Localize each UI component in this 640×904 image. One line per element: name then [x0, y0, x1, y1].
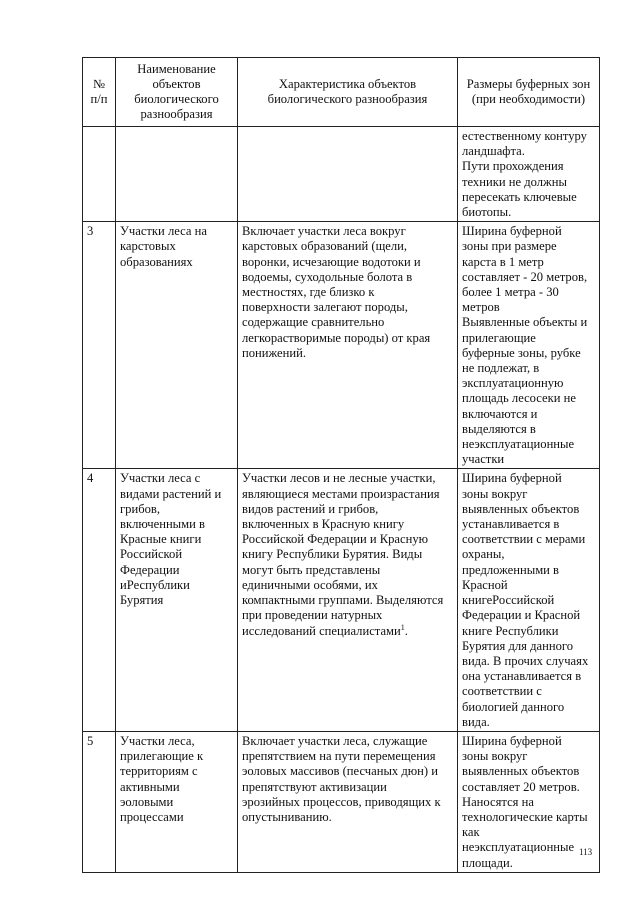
description-end: . [404, 623, 408, 638]
cell-name [116, 127, 238, 222]
cell-number [83, 127, 116, 222]
cell-buffer: Ширина буферной зоны при размере карста в 1 метр составляет - 20 метров, более 1 метра - 30 метров Выявленные объекты и прилегающие буферные зоны, рубке не подлежат, в эксплуатационную площадь лесосеки не включаются и выделяются в неэксплуатационные участки [458, 222, 600, 469]
footnote-marker[interactable]: 1 [400, 622, 405, 632]
header-object-name: Наименование объектов биологического разнообразия [116, 58, 238, 127]
cell-description [238, 469, 458, 731]
header-number: № п/п [83, 58, 116, 127]
table-header-row [83, 58, 600, 127]
header-characteristics: Характеристика объектов биологического разнообразия [238, 58, 458, 127]
cell-name: Участки леса с видами растений и грибов, включенными в Красные книги Российской Федерации иРеспублики Бурятия [116, 469, 238, 731]
cell-number: 5 [83, 731, 116, 872]
cell-description [238, 127, 458, 222]
table-row-continuation [83, 127, 600, 222]
table-row [83, 469, 600, 731]
table-row [83, 731, 600, 872]
cell-number: 4 [83, 469, 116, 731]
biodiversity-table [82, 57, 600, 873]
cell-buffer: естественному контуру ландшафта. Пути прохождения техники не должны пересекать ключевые биотопы. [458, 127, 600, 222]
cell-description: Включает участки леса, служащие препятствием на пути перемещения эоловых массивов (песчаных дюн) и препятствуют активизации эрозийных процессов, приводящих к опустыниванию. [238, 731, 458, 872]
page-number: 113 [579, 847, 593, 857]
cell-buffer: Ширина буферной зоны вокруг выявленных объектов устанавливается в соответствии с мерами охраны, предложенными в Красной книгеРоссийской Федерации и Красной книге Республики Бурятия для данного вида. В прочих случаях она устанавливается в соответствии с биологией данного вида. [458, 469, 600, 731]
table-row [83, 222, 600, 469]
cell-buffer: Ширина буферной зоны вокруг выявленных объектов составляет 20 метров. Наносятся на технологические карты как неэксплуатационные площади. [458, 731, 600, 872]
cell-name: Участки леса, прилегающие к территориям с активными эоловыми процессами [116, 731, 238, 872]
cell-name: Участки леса на карстовых образованиях [116, 222, 238, 469]
description-text: Участки лесов и не лесные участки, являющиеся местами произрастания видов растений и грибов, включенных в Красную книгу Российской Федерации и Красную книгу Республики Бурятия. Виды могут быть представлены единичными особями, их компактными группами. Выделяются при проведении натурных исследований специалистами [242, 471, 444, 638]
cell-number: 3 [83, 222, 116, 469]
header-buffer-zones: Размеры буферных зон (при необходимости) [458, 58, 600, 127]
cell-description: Включает участки леса вокруг карстовых образований (щели, воронки, исчезающие водотоки и водоемы, суходольные болота в местностях, где близко к поверхности залегают породы, содержащие сравнительно легкорастворимые породы) от края понижений. [238, 222, 458, 469]
